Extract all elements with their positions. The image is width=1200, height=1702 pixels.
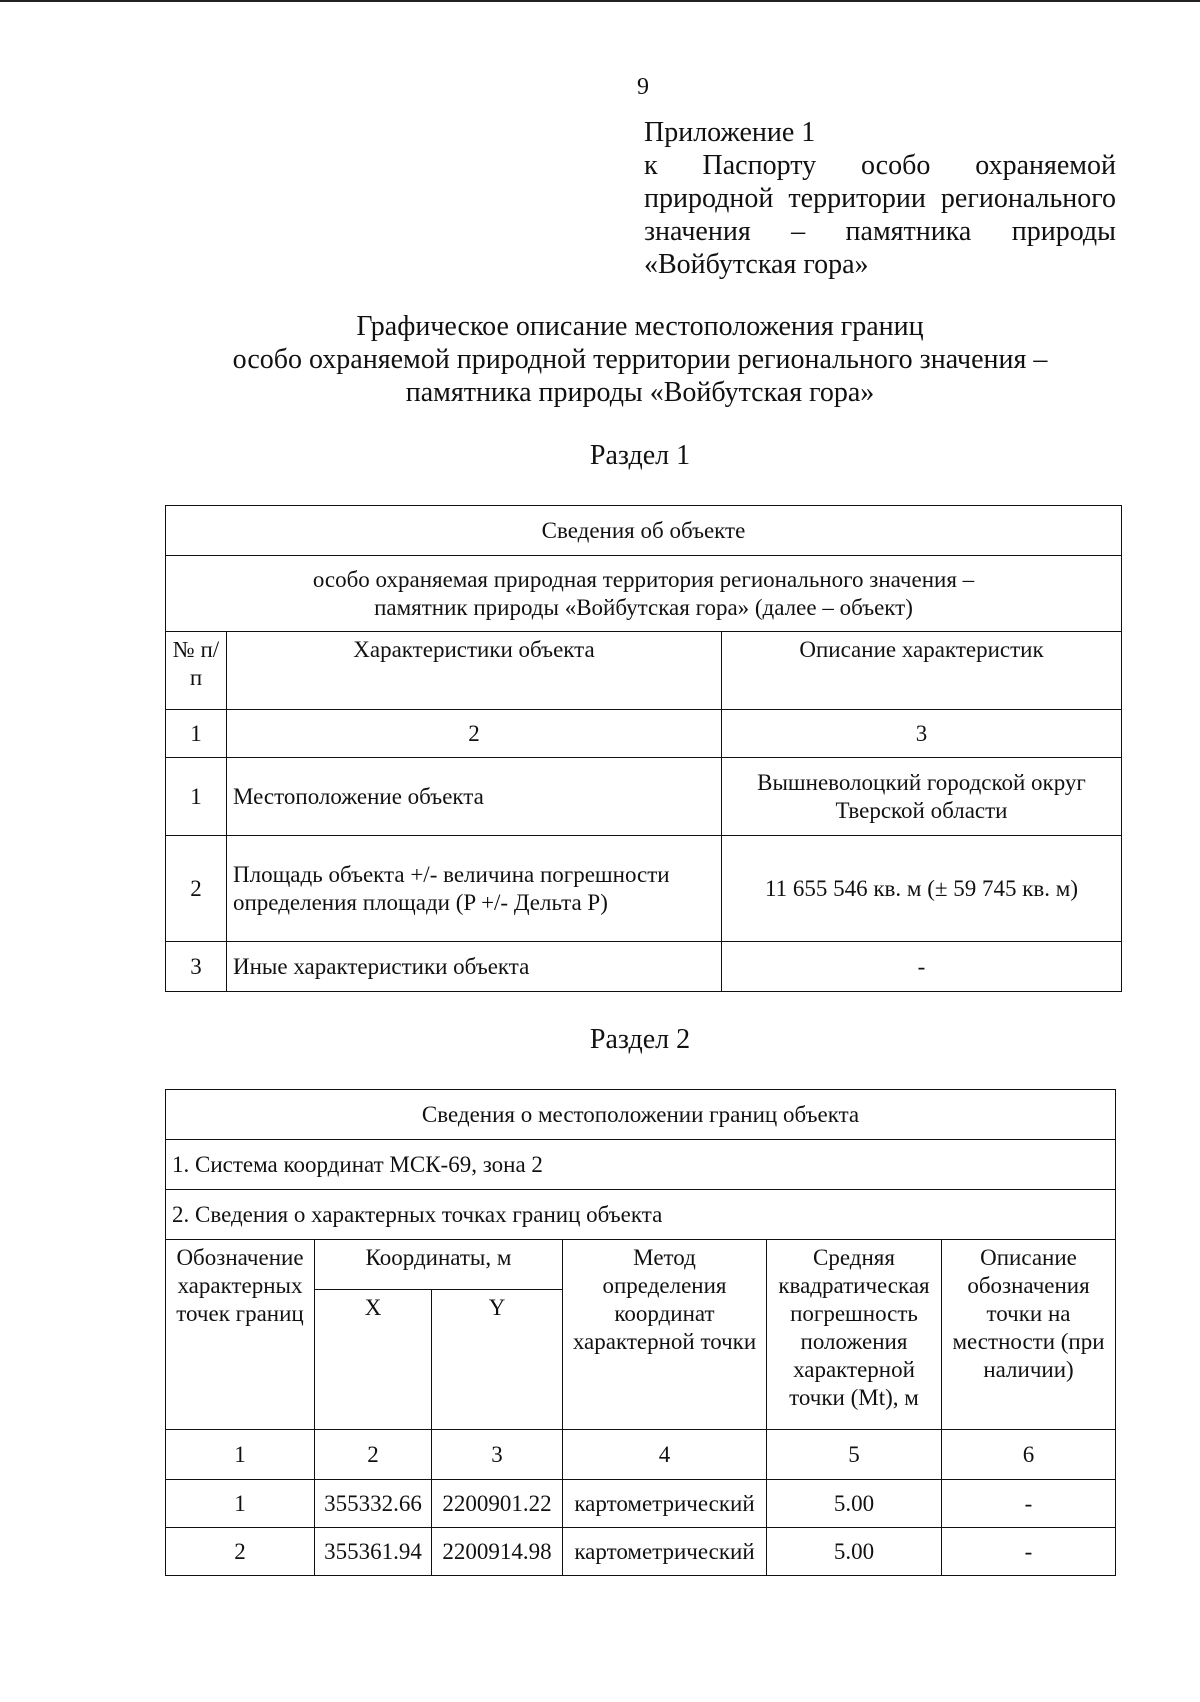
error: 5.00 [767, 1480, 942, 1528]
table-title: Сведения об объекте [166, 506, 1122, 556]
row-characteristic: Местоположение объекта [227, 758, 722, 836]
appendix-line: Приложение 1 [644, 117, 816, 148]
point-description: - [942, 1480, 1116, 1528]
method: картометрический [563, 1480, 767, 1528]
header-coords: Координаты, м [315, 1240, 563, 1290]
index-cell: 2 [227, 710, 722, 758]
appendix-line: к Паспорту особо охраняемой [644, 150, 1116, 181]
boundary-points-table [165, 1089, 1116, 1576]
point-description: - [942, 1528, 1116, 1576]
object-info-table [165, 505, 1122, 992]
document-title [160, 310, 1120, 409]
index-cell: 3 [432, 1430, 563, 1480]
header-characteristic: Характеристики объекта [227, 632, 722, 710]
table-row [166, 1480, 1116, 1528]
object-name-line: особо охраняемая природная территория регионального значения – [312, 566, 975, 592]
title-line: памятника природы «Войбутская гора» [405, 377, 875, 408]
header-point: Обозначение характерных точек границ [166, 1240, 315, 1430]
index-cell: 3 [722, 710, 1122, 758]
row-description: 11 655 546 кв. м (± 59 745 кв. м) [722, 836, 1122, 942]
coord-x: 355361.94 [315, 1528, 432, 1576]
index-cell: 2 [315, 1430, 432, 1480]
index-cell: 6 [942, 1430, 1116, 1480]
row-num: 1 [166, 758, 227, 836]
appendix-line: «Войбутская гора» [644, 249, 869, 280]
coord-y: 2200901.22 [432, 1480, 563, 1528]
header-error: Средняя квадратическая погрешность положения характерной точки (Mt), м [767, 1240, 942, 1430]
points-title: 2. Сведения о характерных точках границ объекта [166, 1190, 1116, 1240]
appendix-line: значения – памятника природы [644, 216, 1116, 247]
point-id: 2 [166, 1528, 315, 1576]
row-num: 3 [166, 942, 227, 992]
point-id: 1 [166, 1480, 315, 1528]
index-cell: 4 [563, 1430, 767, 1480]
coord-y: 2200914.98 [432, 1528, 563, 1576]
page-number: 9 [637, 74, 649, 100]
object-name [166, 556, 1122, 632]
table-row [166, 1528, 1116, 1576]
header-description: Описание обозначения точки на местности (при наличии) [942, 1240, 1116, 1430]
coord-system: 1. Система координат МСК-69, зона 2 [166, 1140, 1116, 1190]
coord-x: 355332.66 [315, 1480, 432, 1528]
header-x: X [315, 1290, 432, 1430]
top-rule [0, 0, 1200, 2]
header-y: Y [432, 1290, 563, 1430]
table-row [166, 942, 1122, 992]
row-characteristic: Площадь объекта +/- величина погрешности определения площади (P +/- Дельта P) [227, 836, 722, 942]
appendix-line: природной территории регионального [644, 183, 1116, 214]
index-cell: 1 [166, 1430, 315, 1480]
object-name-line: памятник природы «Войбутская гора» (далее – объект) [374, 594, 913, 620]
row-num: 2 [166, 836, 227, 942]
index-cell: 5 [767, 1430, 942, 1480]
header-method: Метод определения координат характерной точки [563, 1240, 767, 1430]
row-description: Вышневолоцкий городской округ Тверской области [722, 758, 1122, 836]
row-description: - [722, 942, 1122, 992]
header-num: № п/п [166, 632, 227, 710]
method: картометрический [563, 1528, 767, 1576]
title-line: Графическое описание местоположения границ [356, 311, 924, 342]
error: 5.00 [767, 1528, 942, 1576]
title-line: особо охраняемой природной территории регионального значения – [232, 344, 1048, 375]
index-cell: 1 [166, 710, 227, 758]
table-title: Сведения о местоположении границ объекта [166, 1090, 1116, 1140]
section1-heading: Раздел 1 [589, 440, 691, 471]
appendix-block [644, 116, 1116, 281]
header-description: Описание характеристик [722, 632, 1122, 710]
section2-heading: Раздел 2 [589, 1024, 691, 1055]
table-row [166, 758, 1122, 836]
table-row [166, 836, 1122, 942]
row-characteristic: Иные характеристики объекта [227, 942, 722, 992]
